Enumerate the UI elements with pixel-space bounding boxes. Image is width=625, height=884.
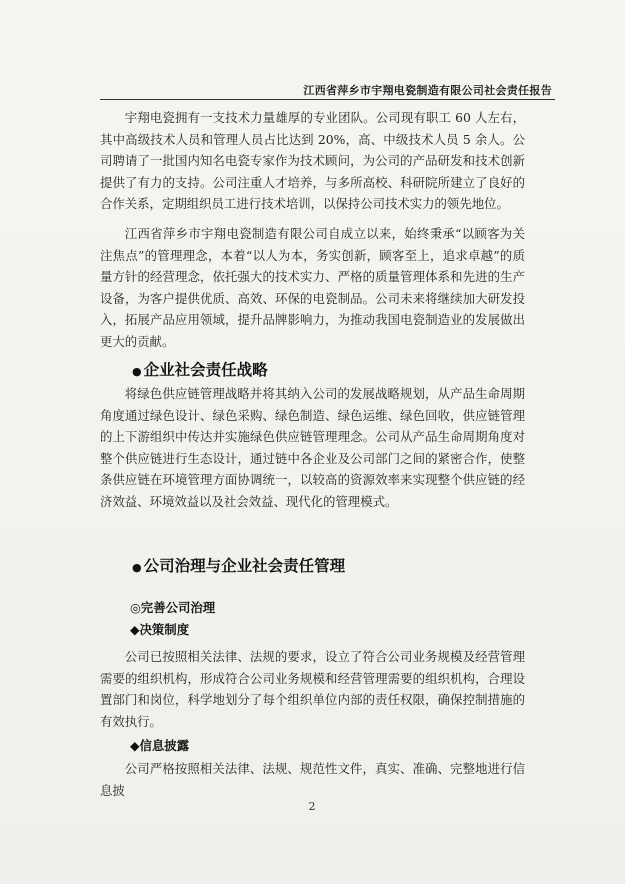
running-header: 江西省萍乡市宇翔电瓷制造有限公司社会责任报告 — [303, 84, 552, 97]
bullet-dot: ● — [132, 364, 142, 378]
section-title-governance — [132, 554, 345, 576]
header-rule — [100, 99, 555, 100]
paragraph-disclosure: 公司严格按照相关法律、法规、规范性文件，真实、准确、完整地进行信息披 — [100, 761, 525, 798]
subhead-information-disclosure: ◆信息披露 — [130, 738, 190, 753]
section-title-csr-strategy — [132, 358, 268, 380]
subhead-decision-system: ◆决策制度 — [130, 622, 190, 637]
paragraph-philosophy: 江西省萍乡市宇翔电瓷制造有限公司自成立以来，始终秉承“以顾客为关注焦点”的管理理念，本着“以人为本，务实创新，顾客至上，追求卓越”的质量方针的经营理念，依托强大的技术实力、严格的质量管理体系和先进的生产设备，为客户提供优质、高效、环保的电瓷制品。公司未来将继续加大研发投入，拓展产品应用领域，提升品牌影响力，为推动我国电瓷制造业的发展做出更大的贡献。 — [100, 226, 525, 349]
section-title-text: 公司治理与企业社会责任管理 — [143, 556, 346, 575]
section-title-text: 企业社会责任战略 — [143, 360, 268, 379]
page-number: 2 — [308, 800, 316, 813]
paragraph-organization: 公司已按照相关法律、法规的要求，设立了符合公司业务规模及经营管理需要的组织机构，形成符合公司业务规模和经营管理需要的组织机构，合理设置部门和岗位，科学地划分了每个组织单位内部的责任权限，确保控制措施的有效执行。 — [100, 649, 525, 729]
paragraph-green-supply-chain: 将绿色供应链管理战略并将其纳入公司的发展战略规划，从产品生命周期角度通过绿色设计、绿色采购、绿色制造、绿色运维、绿色回收，供应链管理的上下游组织中传达并实施绿色供应链管理理念。公司从产品生命周期角度对整个供应链进行生态设计，通过链中各企业及公司部门之间的紧密合作，使整条供应链在环境管理方面协调统一，以较高的资源效率来实现整个供应链的经济效益、环境效益以及社会效益、现代化的管理模式。 — [100, 386, 525, 509]
bullet-dot: ● — [132, 560, 142, 574]
subhead-improve-governance: ◎完善公司治理 — [130, 600, 216, 615]
paragraph-team: 宇翔电瓷拥有一支技术力量雄厚的专业团队。公司现有职工 60 人左右，其中高级技术人员和管理人员占比达到 20%，高、中级技术人员 5 余人。公司聘请了一批国内知名电瓷专家作为技术顾问，为公司的产品研发和技术创新提供了有力的支持。公司注重人才培养，与多所高校、科研院所建立了良好的合作关系，定期组织员工进行技术培训，以保持公司技术实力的领先地位。 — [100, 110, 525, 212]
